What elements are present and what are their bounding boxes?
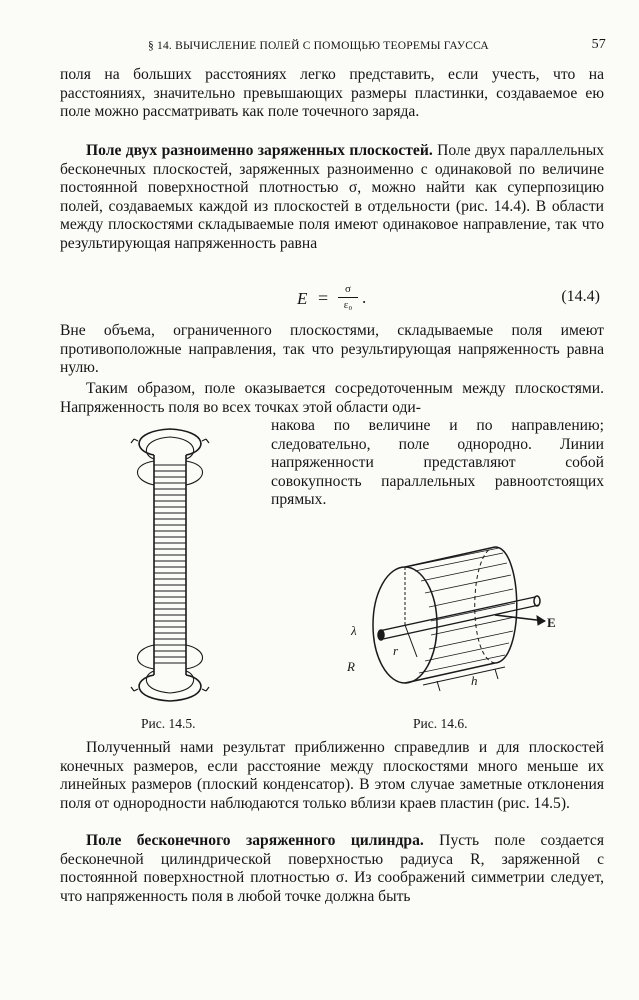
paragraph-conclusion-wrapped	[271, 417, 604, 510]
paragraph-text: накова по величине и по направлению; следовательно, поле однородно. Линии напряженности представляют собой совокупность параллельных равноотстоящих прямых.	[271, 417, 604, 509]
fringe-line-top	[139, 429, 201, 455]
fraction-bar	[338, 297, 358, 298]
paragraph-text: Вне объема, ограниченного плоскостями, складываемые поля имеют противоположные направления, так что результирующая напряженность равна нулю.	[60, 322, 604, 377]
caption-figure-14-5: Рис. 14.5.	[141, 716, 196, 731]
page-number: 57	[591, 37, 606, 52]
paragraph-text: поля на больших расстояниях легко представить, если учесть, что на расстояниях, значительно превышающих размеры пластинки, создаваемое ею поле можно рассматривать как поле точечного заряда.	[60, 66, 604, 121]
paragraph-text: Полученный нами результат приближенно справедлив и для плоскостей конечных размеров, если расстояние между плоскостями много меньше их линейных размеров (плоский конденсатор). В этом случае заметные отклонения поля от однородности наблюдаются только вблизи краев пластин (рис. 14.5).	[60, 739, 604, 812]
formula-fraction	[338, 283, 358, 312]
cylinder-diagram	[345, 535, 565, 715]
formula-14-4	[60, 283, 604, 319]
section-heading-two-planes: Поле двух разноименно заряженных плоскостей.	[86, 142, 433, 159]
paragraph-text: Поле двух параллельных бесконечных плоскостей, заряженных разноименно с одинаковой по величине постоянной поверхностной плотностью σ, можно найти как суперпозицию полей, создаваемых каждой из плоскостей в отдельности (рис. 14.4). В области между плоскостями складываемые поля имеют одинаковое направление, так что результирующая напряженность равна	[60, 142, 604, 252]
label-R: R	[347, 659, 355, 674]
formula-lhs: E	[297, 289, 308, 308]
formula-numerator: σ	[345, 283, 351, 295]
capacitor-diagram	[120, 425, 220, 715]
caption-figure-14-6: Рис. 14.6.	[413, 716, 468, 731]
paragraph-conclusion	[60, 380, 604, 417]
field-lines	[154, 465, 186, 663]
paragraph-outside-field	[60, 322, 604, 378]
formula-number: (14.4)	[561, 288, 600, 305]
figure-14-6	[345, 535, 565, 715]
section-heading-cylinder: Поле бесконечного заряженного цилиндра.	[86, 832, 424, 849]
paragraph-finite-plates	[60, 739, 604, 813]
paragraph-text: Пусть поле создается бесконечной цилиндрической поверхностью радиуса R, заряженной с постоянной поверхностной плотностью σ. Из соображений симметрии следует, что напряженность поля в любой точке должна быть	[60, 832, 605, 905]
formula-denominator: ε₀	[343, 299, 353, 311]
formula-equals: =	[318, 288, 329, 308]
paragraph-two-planes	[60, 142, 604, 254]
figure-14-5	[120, 425, 220, 715]
paragraph-cylinder	[60, 832, 604, 906]
running-header	[60, 36, 606, 58]
label-lambda: λ	[351, 623, 357, 638]
running-title: § 14. ВЫЧИСЛЕНИЕ ПОЛЕЙ С ПОМОЩЬЮ ТЕОРЕМЫ ГАУССА	[148, 40, 489, 52]
formula-period: .	[362, 288, 367, 307]
label-h: h	[471, 673, 478, 688]
label-r: r	[393, 643, 399, 658]
label-E: E	[547, 615, 556, 630]
paragraph-intro	[60, 66, 604, 122]
fringe-line-bottom	[139, 675, 201, 701]
paragraph-text: Таким образом, поле оказывается сосредоточенным между плоскостями. Напряженность поля во всех точках этой области оди-	[60, 380, 604, 416]
